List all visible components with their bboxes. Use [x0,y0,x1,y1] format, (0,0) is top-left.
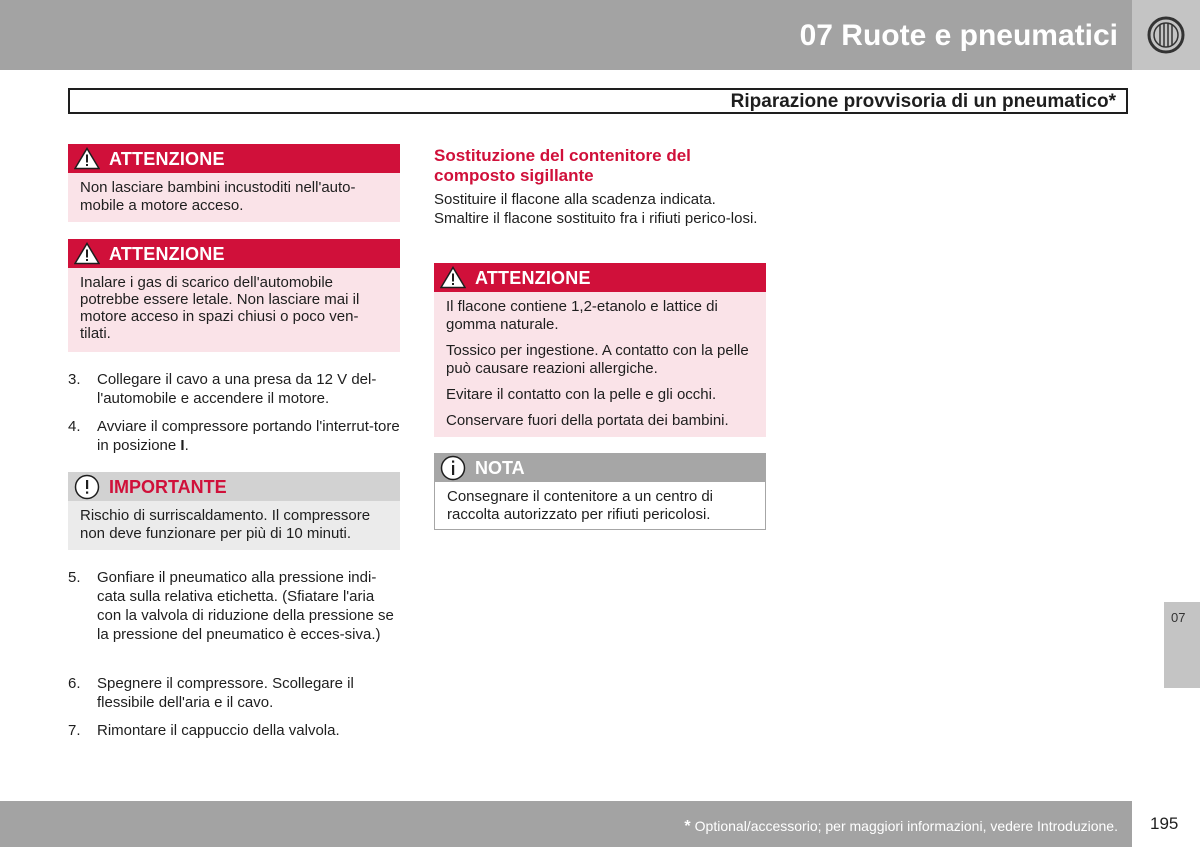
warning-text: Il flacone contiene 1,2-etanolo e lattice di gomma naturale. [446,298,718,333]
warning-header [68,239,400,268]
note-label: NOTA [475,458,525,478]
step-text: Spegnere il compressore. Scollegare il flessibile dell'aria e il cavo. [97,675,354,711]
list-item [68,370,401,410]
step-number: 4. [68,418,81,435]
warning-label: ATTENZIONE [475,268,591,288]
step-text [97,417,401,455]
warning-body [68,173,400,222]
note-body [434,482,766,530]
important-text: Rischio di surriscaldamento. Il compressore non deve funzionare per più di 10 minuti. [80,507,371,542]
important-header [68,472,400,501]
step-text: Collegare il cavo a una presa da 12 V del-l'automobile e accendere il motore. [97,371,377,407]
warning-header [434,263,766,292]
warning-text: Evitare il contatto con la pelle e gli occhi. [446,386,717,403]
section-title-box [68,88,1128,114]
warning-header [68,144,400,173]
important-body [68,501,400,550]
list-item [68,674,401,714]
step-text: Gonfiare il pneumatico alla pressione indi-cata sulla relativa etichetta. (Sfiatare l'aria con la valvola di riduzione della pressione se la pressione del pneumatico è ecces-siva.) [97,569,394,643]
important-label: IMPORTANTE [109,477,227,497]
step-number: 7. [68,722,81,739]
list-item [68,568,401,666]
step-number: 5. [68,569,81,586]
footer-note [684,817,1118,836]
warning-box [434,263,766,437]
step-number: 6. [68,675,81,692]
step-text-part: Avviare il compressore portando l'interrut-tore in posizione [97,418,400,454]
switch-position: I [180,437,185,454]
note-header [434,453,766,482]
subheading: Sostituzione del contenitore del composto sigillante [434,146,691,185]
warning-body [434,292,766,437]
chapter-icon-box [1132,0,1200,70]
warning-label: ATTENZIONE [109,244,225,264]
chapter-tab-number: 07 [1171,610,1186,625]
warning-text: Conservare fuori della portata dei bambini. [446,412,729,429]
list-item [68,721,401,741]
warning-box [68,239,400,352]
note-box [434,453,766,530]
footnote-star: * [684,818,691,835]
warning-box [68,144,400,222]
note-text: Consegnare il contenitore a un centro di raccolta autorizzato per rifiuti pericolosi. [447,488,714,523]
exclamation-circle-icon [74,474,100,500]
warning-text: Inalare i gas di scarico dell'automobile potrebbe essere letale. Non lasciare mai il motore acceso in spazi chiusi o poco ven-tilati. [80,274,360,342]
list-item [68,417,401,457]
warning-body [68,268,400,352]
chapter-title: 07 Ruote e pneumatici [799,19,1118,52]
paragraph: Sostituire il flacone alla scadenza indicata. Smaltire il flacone sostituito fra i rifiuti perico-losi. [434,191,758,227]
step-text: Rimontare il cappuccio della valvola. [97,722,340,739]
info-circle-icon [440,455,466,481]
step-number: 3. [68,371,81,388]
step-text-part: . [184,437,189,454]
warning-triangle-icon [74,147,100,170]
tire-icon [1146,15,1186,55]
warning-text: Tossico per ingestione. A contatto con la pelle può causare reazioni allergiche. [446,342,749,377]
footnote-text: Optional/accessorio; per maggiori informazioni, vedere Introduzione. [694,818,1118,834]
page-number: 195 [1150,814,1179,833]
warning-triangle-icon [440,266,466,289]
important-box [68,472,400,550]
warning-triangle-icon [74,242,100,265]
chapter-side-tab [1164,602,1200,688]
section-title: Riparazione provvisoria di un pneumatico* [730,91,1116,112]
warning-label: ATTENZIONE [109,149,225,169]
warning-text: Non lasciare bambini incustoditi nell'auto-mobile a motore acceso. [80,179,356,214]
